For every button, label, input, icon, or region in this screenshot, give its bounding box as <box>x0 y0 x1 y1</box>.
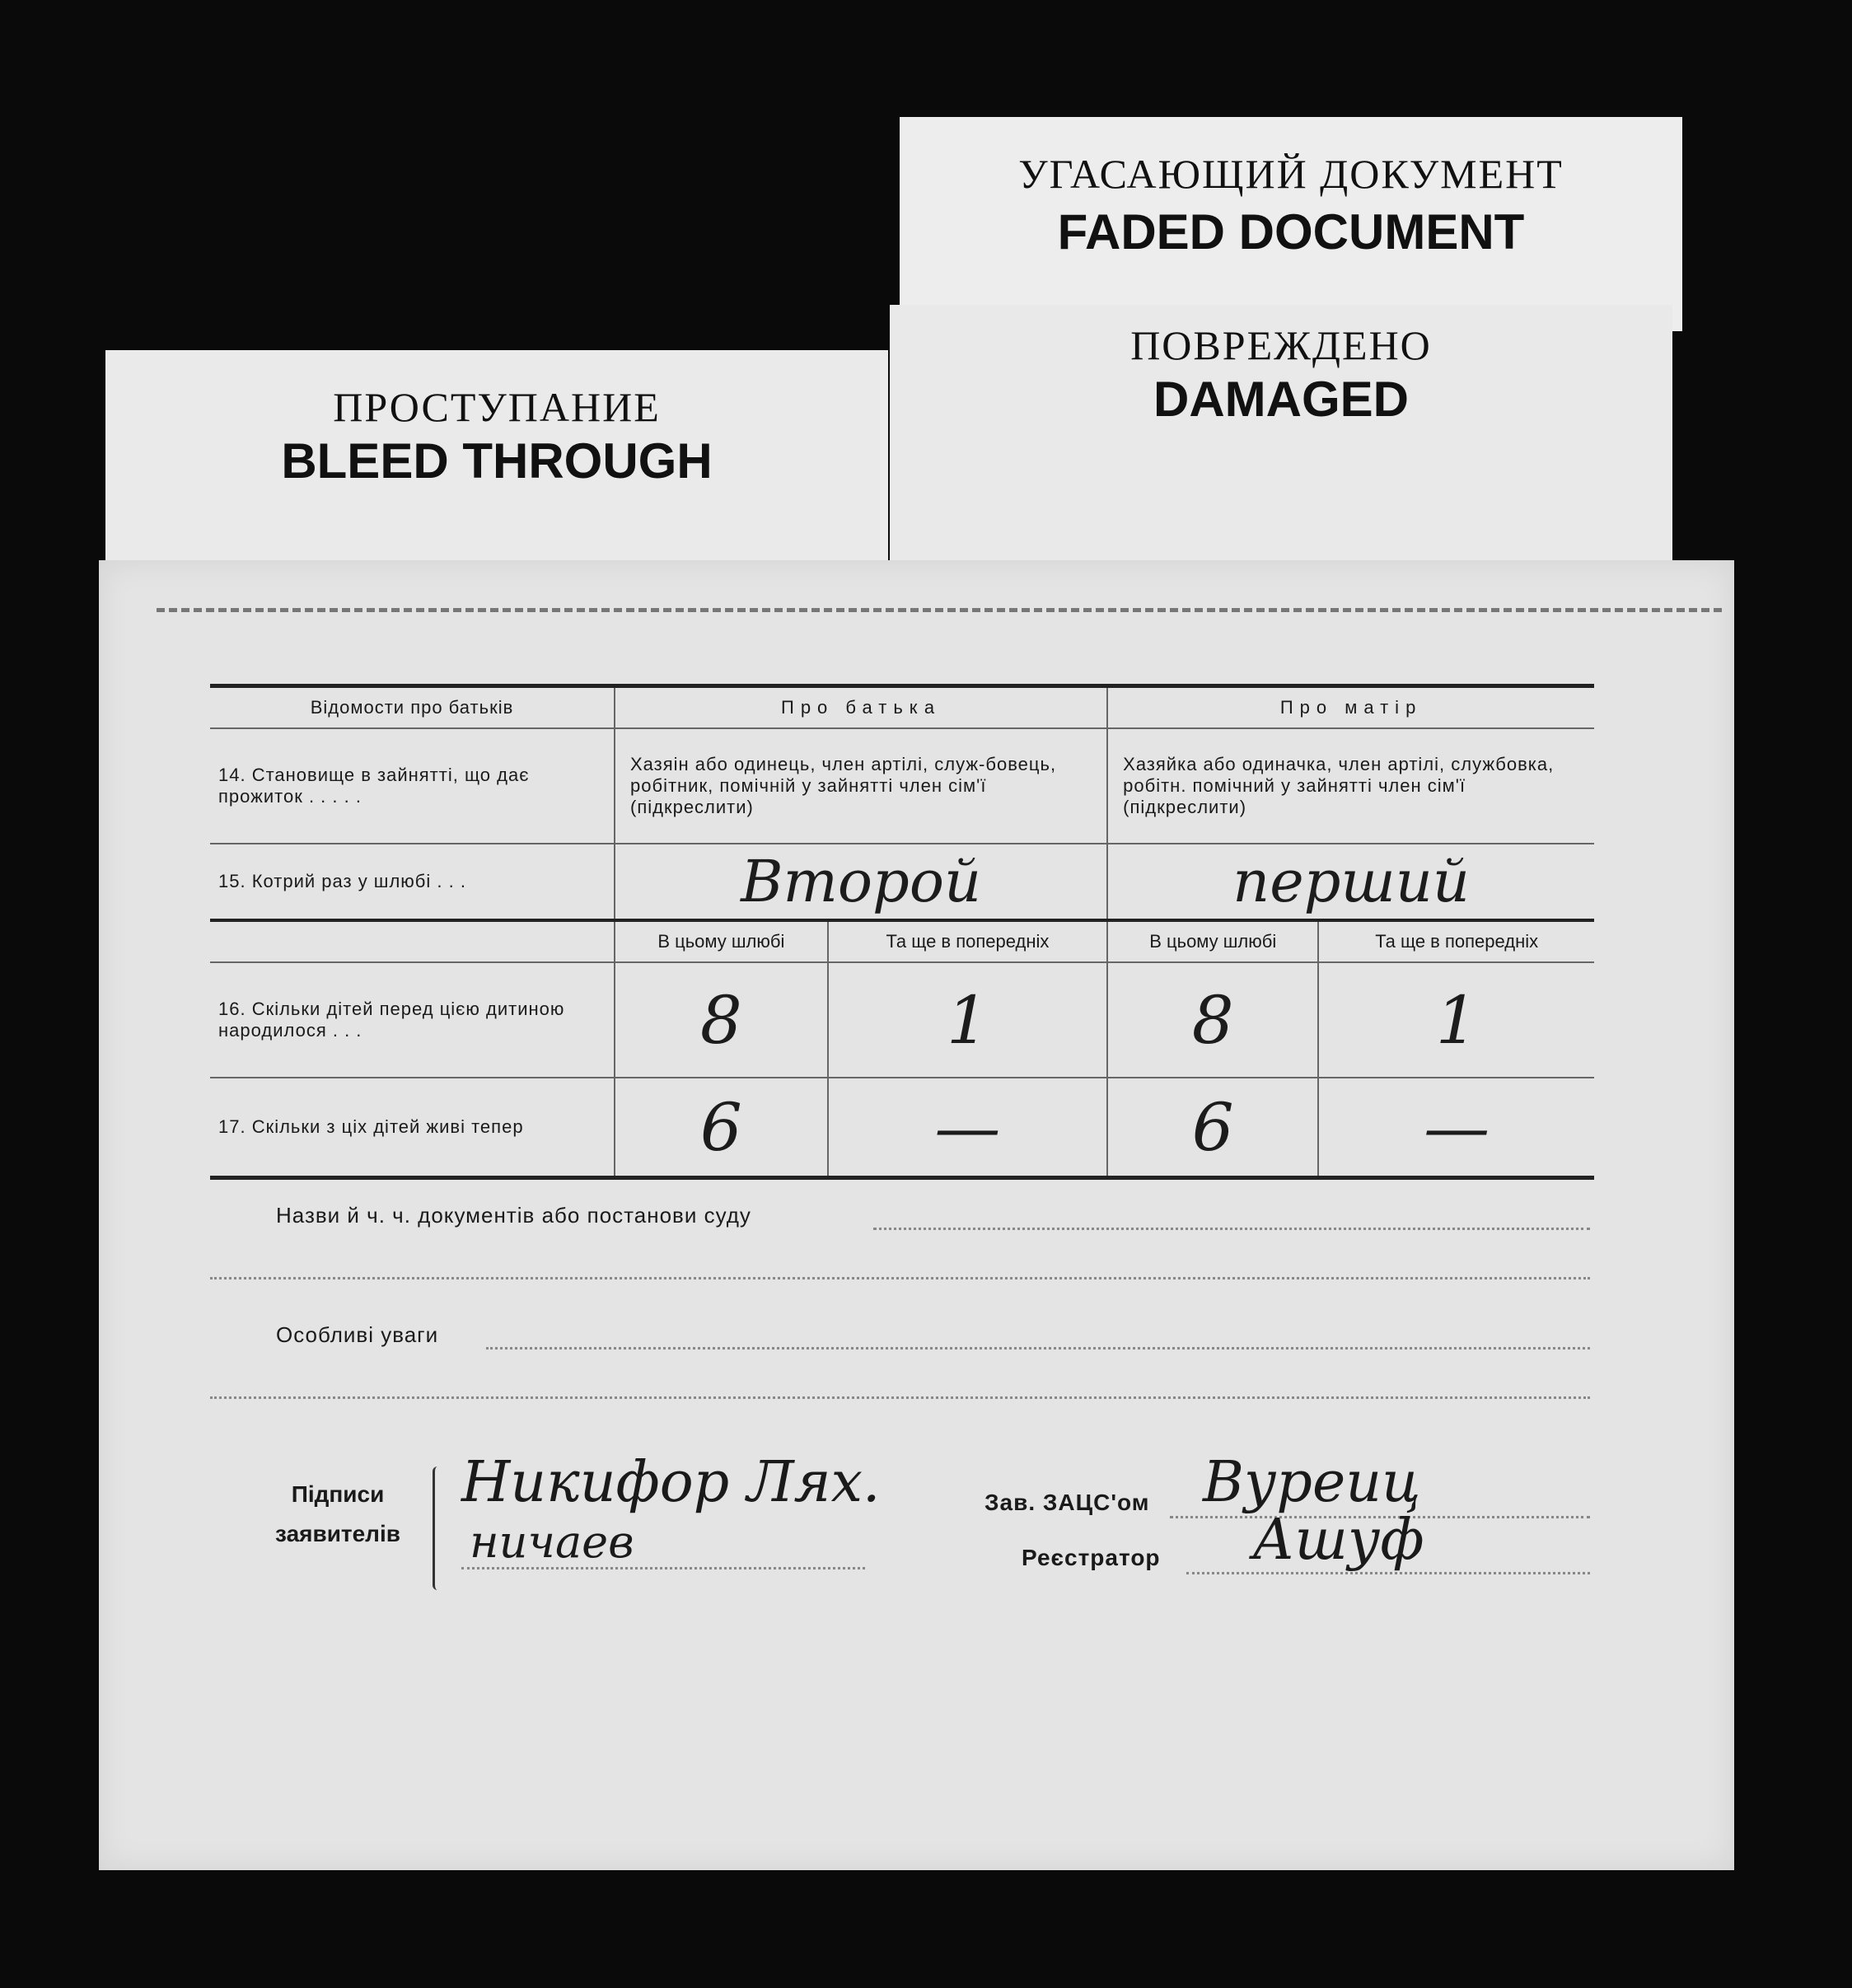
notes-label: Особливі уваги <box>276 1322 439 1347</box>
row16-father-prev: 1 <box>828 962 1107 1078</box>
documents-label: Назви й ч. ч. документів або постанови суду <box>276 1203 751 1228</box>
header-father: Про батька <box>615 686 1107 729</box>
row16-label: 16. Скільки дітей перед цією дитиною народилося . . . <box>210 962 615 1078</box>
sub-header-father-prev: Та ще в попередніх <box>828 920 1107 962</box>
faded-document-card <box>900 117 1682 331</box>
parents-info-table <box>210 684 1594 1180</box>
damaged-label-en: DAMAGED <box>1153 372 1409 427</box>
head-registry-label: Зав. ЗАЦС'ом <box>984 1490 1150 1515</box>
documents-line-2 <box>210 1277 1590 1279</box>
applicant-signature-2: ничаев <box>470 1516 634 1568</box>
header-parents-info: Відомости про батьків <box>210 686 615 729</box>
documents-line <box>873 1228 1590 1230</box>
perforation-line <box>157 608 1722 612</box>
row17-mother-this: 6 <box>1107 1078 1318 1178</box>
faded-document-label-en: FADED DOCUMENT <box>1057 204 1525 260</box>
row17-mother-prev: — <box>1318 1078 1594 1178</box>
head-registry-signature: Вуреиц <box>1203 1450 1421 1515</box>
notes-line <box>486 1347 1590 1350</box>
row14-mother-occupation: Хазяйка або одиначка, член артілі, службовка, робітн. помічний у зайнятті член сім'ї (підкреслити) <box>1107 728 1594 844</box>
notes-line-2 <box>210 1396 1590 1399</box>
damaged-card <box>890 305 1672 560</box>
sub-header-mother-this: В цьому шлюбі <box>1107 920 1318 962</box>
registrar-signature: Ашуф <box>1252 1508 1424 1573</box>
faded-document-label-ru: УГАСАЮЩИЙ ДОКУМЕНТ <box>1018 151 1564 197</box>
bleed-through-card <box>105 350 888 589</box>
sub-header-mother-prev: Та ще в попередніх <box>1318 920 1594 962</box>
row16-father-this: 8 <box>615 962 828 1078</box>
registrar-label: Реєстратор <box>1022 1545 1161 1570</box>
sub-header-father-this: В цьому шлюбі <box>615 920 828 962</box>
applicant-signature-1: Никифор Лях. <box>461 1450 881 1515</box>
signature-line <box>461 1567 865 1569</box>
row16-mother-prev: 1 <box>1318 962 1594 1078</box>
row16-mother-this: 8 <box>1107 962 1318 1078</box>
row14-father-occupation: Хазяін або одинець, член артілі, служ-бовець, робітник, помічній у зайнятті член сім'ї (підкреслити) <box>615 728 1107 844</box>
sub-header-spacer <box>210 920 615 962</box>
row14-label: 14. Становище в зайнятті, що дає прожиток . . . . . <box>210 728 615 844</box>
damaged-label-ru: ПОВРЕЖДЕНО <box>1130 322 1432 368</box>
row15-father-marriage: Второй <box>615 844 1107 920</box>
signature-brace <box>433 1466 443 1590</box>
applicants-signatures-label: Підписи заявителів <box>275 1481 400 1546</box>
record-sheet <box>99 560 1734 1870</box>
bleed-through-label-en: BLEED THROUGH <box>281 433 713 489</box>
registrar-line <box>1186 1572 1590 1574</box>
header-mother: Про матір <box>1107 686 1594 729</box>
row15-label: 15. Котрий раз у шлюбі . . . <box>210 844 615 920</box>
row15-mother-marriage: перший <box>1107 844 1594 920</box>
row17-father-prev: — <box>828 1078 1107 1178</box>
row17-label: 17. Скільки з ціх дітей живі тепер <box>210 1078 615 1178</box>
bleed-through-label-ru: ПРОСТУПАНИЕ <box>333 384 661 430</box>
row17-father-this: 6 <box>615 1078 828 1178</box>
